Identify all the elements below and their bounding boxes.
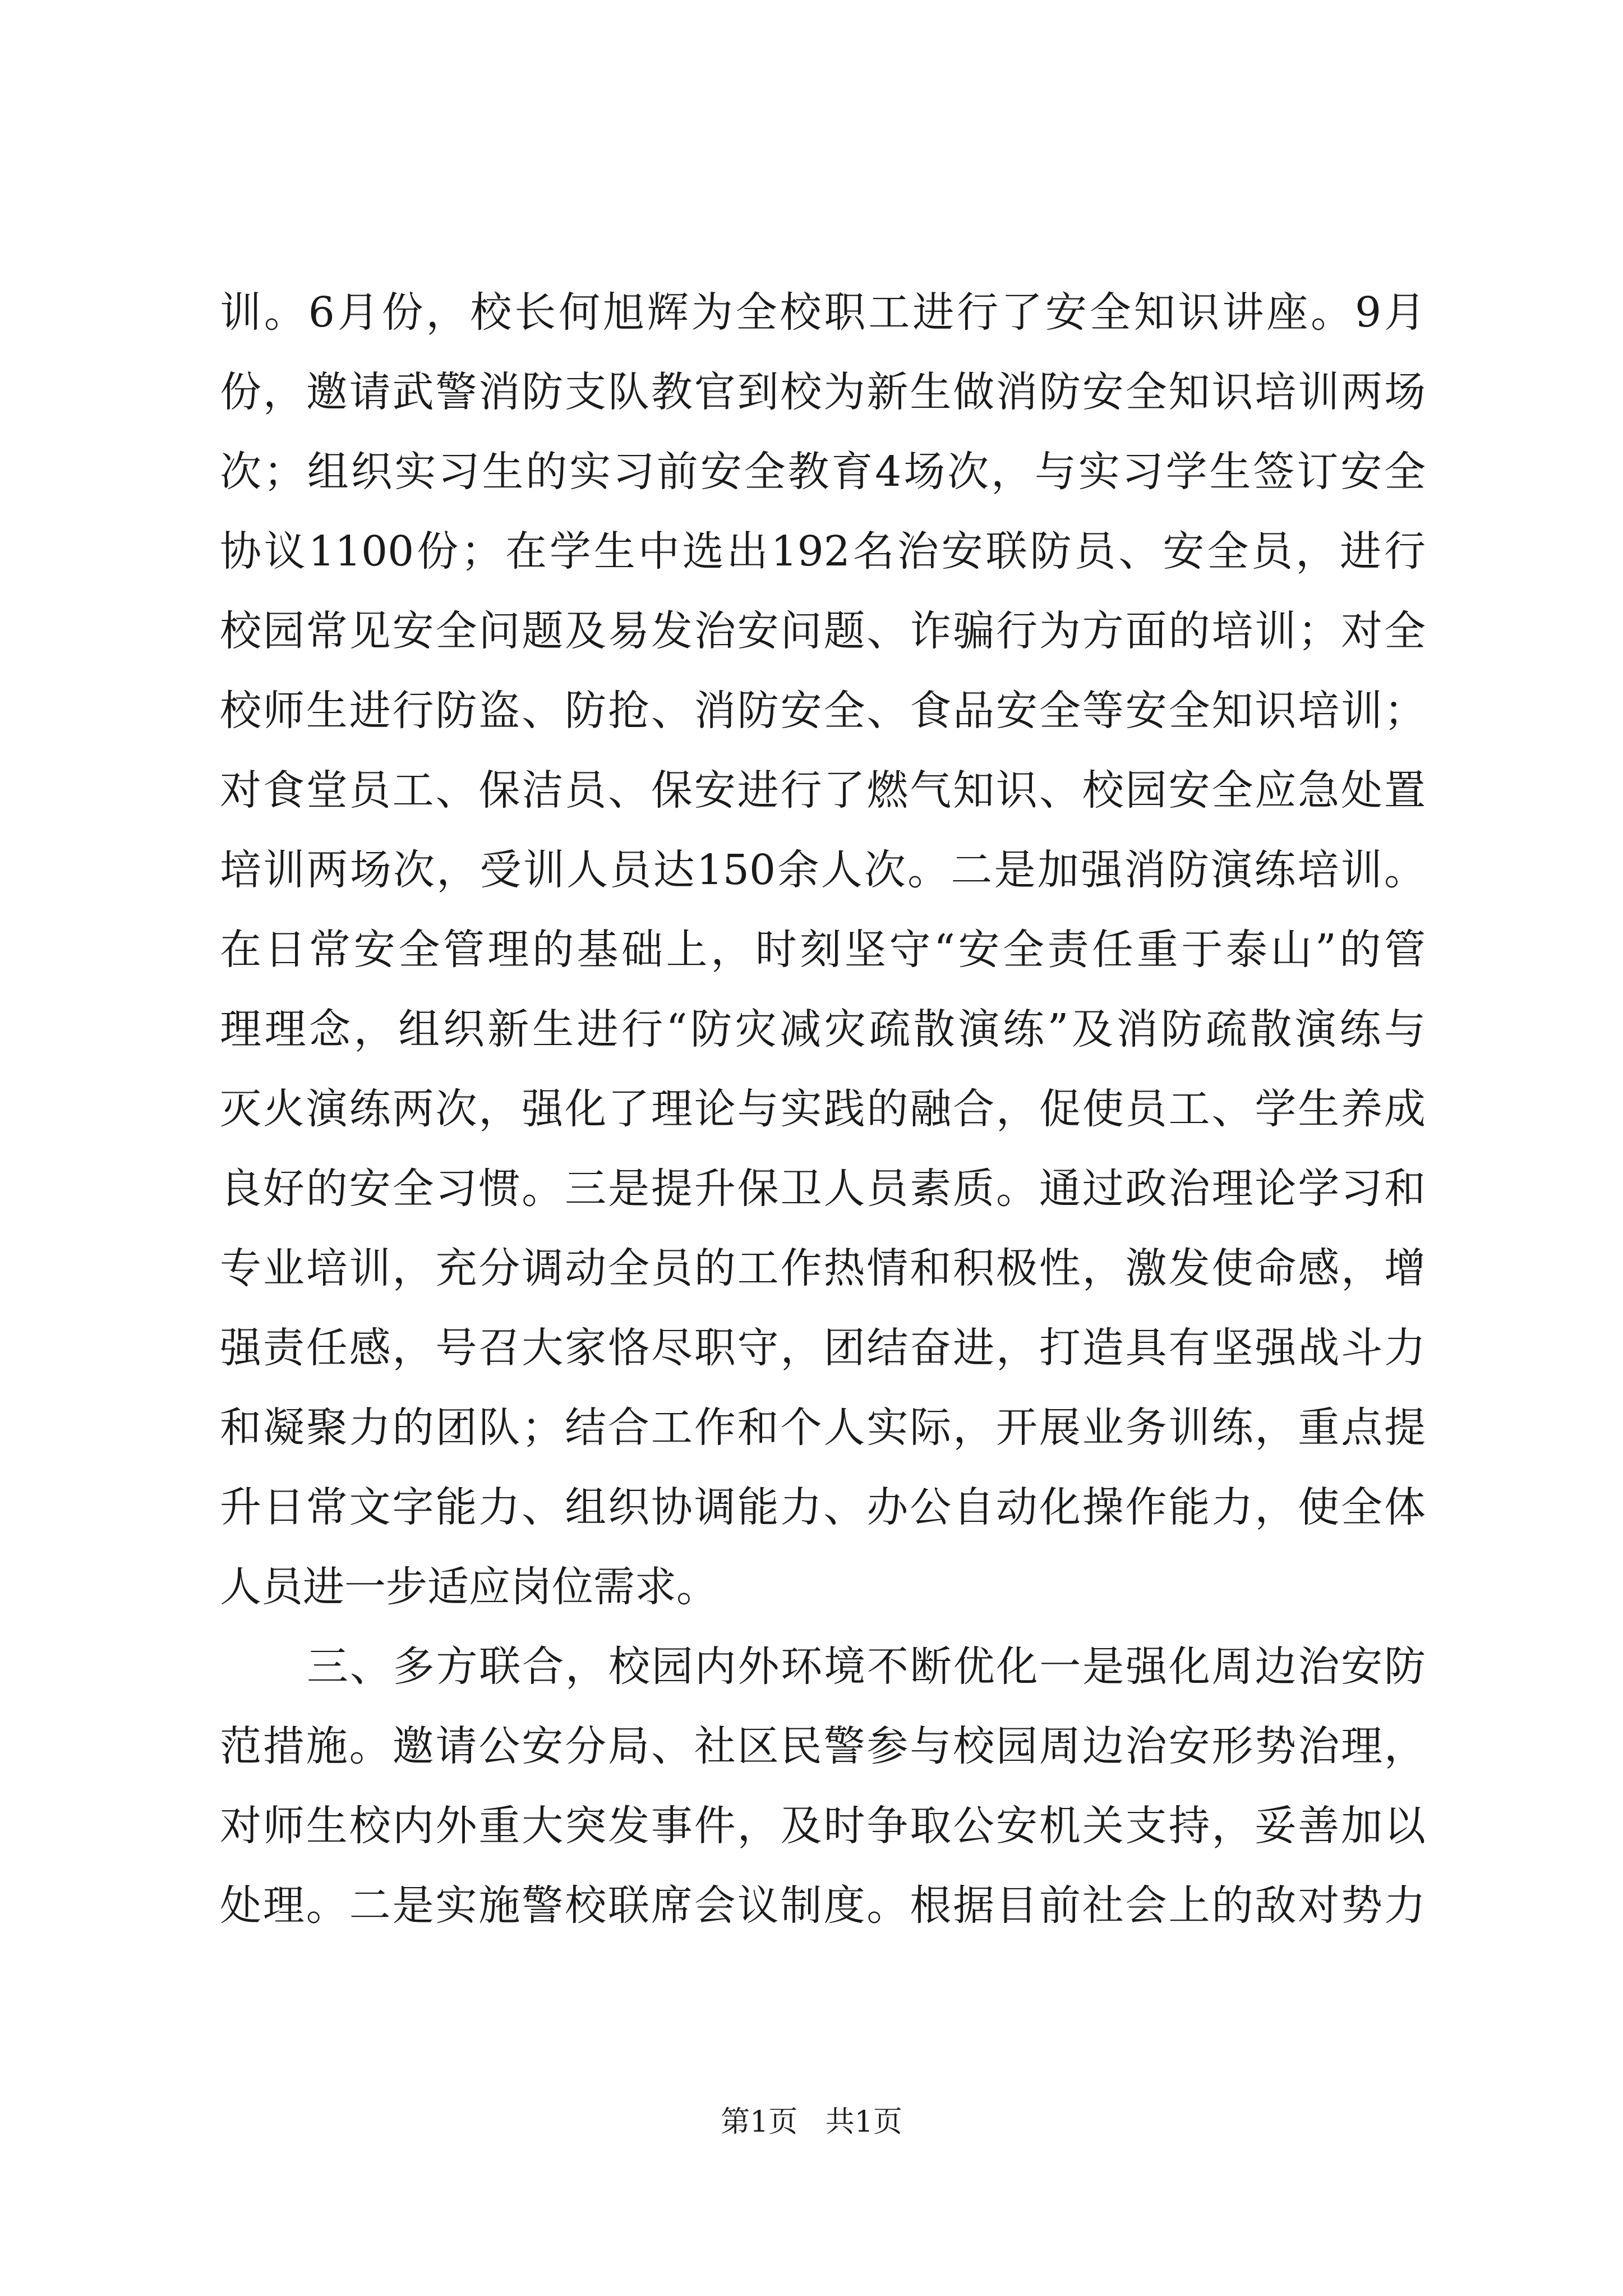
text-line: 人员进一步适应岗位需求。 xyxy=(220,1563,718,1611)
text-line: 专业培训，充分调动全员的工作热情和积极性，激发使命感，增 xyxy=(220,1244,1426,1292)
text-line: 理理念，组织新生进行“防灾减灾疏散演练”及消防疏散演练与 xyxy=(220,1005,1426,1053)
text-line: 在日常安全管理的基础上，时刻坚守“安全责任重于泰山”的管 xyxy=(220,926,1426,974)
text-line: 处理。二是实施警校联席会议制度。根据目前社会上的敌对势力 xyxy=(220,1881,1426,1930)
page-footer xyxy=(0,2102,1623,2142)
text-line: 份，邀请武警消防支队教官到校为新生做消防安全知识培训两场 xyxy=(220,368,1426,416)
text-line: 协议1100份；在学生中选出192名治安联防员、安全员，进行 xyxy=(220,527,1426,576)
text-line: 和凝聚力的团队；结合工作和个人实际，开展业务训练，重点提 xyxy=(220,1404,1426,1452)
text-line: 良好的安全习惯。三是提升保卫人员素质。通过政治理论学习和 xyxy=(220,1165,1426,1213)
page-number: 第1页 xyxy=(721,2105,798,2139)
text-line: 训。6月份，校长何旭辉为全校职工进行了安全知识讲座。9月 xyxy=(220,288,1426,337)
page-separator xyxy=(807,2105,817,2139)
text-line: 升日常文字能力、组织协调能力、办公自动化操作能力，使全体 xyxy=(220,1483,1426,1531)
text-line: 强责任感，号召大家恪尽职守，团结奋进，打造具有坚强战斗力 xyxy=(220,1324,1426,1372)
document-body xyxy=(220,273,1426,1945)
text-line: 范措施。邀请公安分局、社区民警参与校园周边治安形势治理， xyxy=(220,1722,1426,1770)
page-total: 共1页 xyxy=(825,2105,902,2139)
text-line: 三、多方联合，校园内外环境不断优化一是强化周边治安防 xyxy=(307,1642,1426,1691)
text-line: 灭火演练两次，强化了理论与实践的融合，促使员工、学生养成 xyxy=(220,1085,1426,1133)
text-line: 次；组织实习生的实习前安全教育4场次，与实习学生签订安全 xyxy=(220,448,1426,496)
text-line: 培训两场次，受训人员达150余人次。二是加强消防演练培训。 xyxy=(220,846,1426,894)
text-line: 对食堂员工、保洁员、保安进行了燃气知识、校园安全应急处置 xyxy=(220,766,1426,815)
text-line: 校园常见安全问题及易发治安问题、诈骗行为方面的培训；对全 xyxy=(220,607,1426,655)
text-line: 校师生进行防盗、防抢、消防安全、食品安全等安全知识培训； xyxy=(220,687,1426,735)
text-line: 对师生校内外重大突发事件，及时争取公安机关支持，妥善加以 xyxy=(220,1802,1426,1850)
